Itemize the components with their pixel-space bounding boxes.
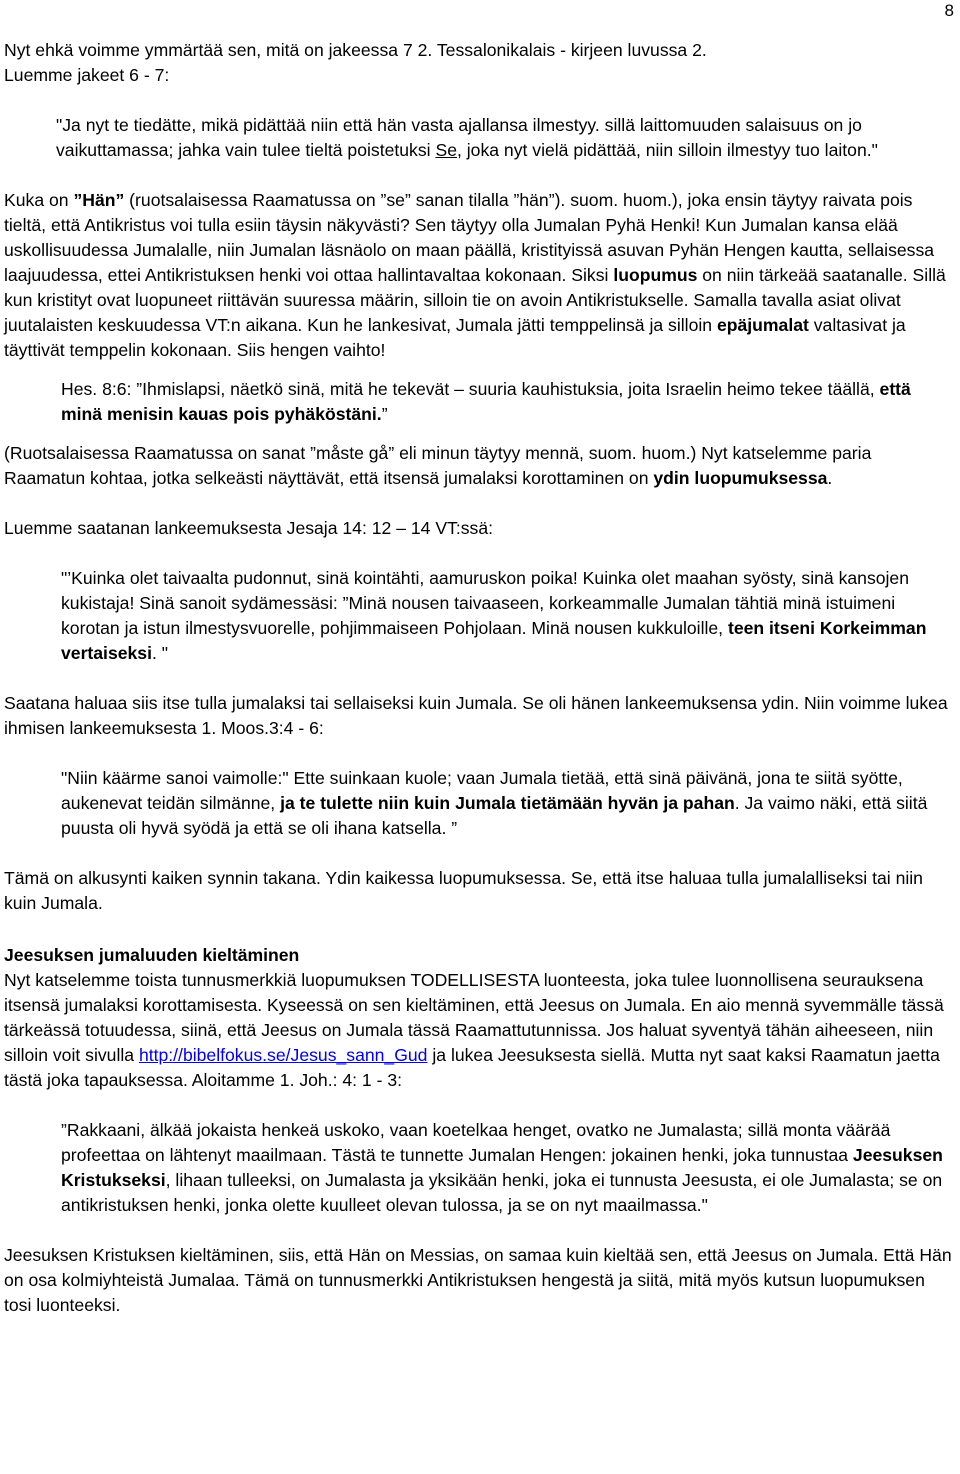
quote-hesekiel: Hes. 8:6: ”Ihmislapsi, näetkö sinä, mitä he tekevät – suuria kauhistuksia, joita Israelin heimo tekee täällä, että minä menisin kauas pois pyhäköstäni.”	[61, 379, 911, 424]
bold-hes-phrase: että minä menisin kauas pois pyhäköstäni.	[61, 379, 911, 424]
paragraph-closing: Jeesuksen Kristuksen kieltäminen, siis, että Hän on Messias, on samaa kuin kieltää sen, että Jeesus on Jumala. Että Hän on osa kolmiyhteistä Jumalaa. Tämä on tunnusmerkki Antikristuksen hengestä ja siitä, mitä myös kutsun luopumuksen tosi luonteeksi.	[4, 1245, 952, 1315]
bold-jeesuksen-kristukseksi: Jeesuksen Kristukseksi	[61, 1145, 943, 1190]
quote-tessalonikalais: "Ja nyt te tiedätte, mikä pidättää niin että hän vasta ajallansa ilmestyy. sillä laittomuuden salaisuus on jo vaikuttamassa; jahka vain tulee tieltä poistetuksi Se, joka nyt vielä pidättää, niin silloin ilmestyy tuo laiton."	[56, 115, 878, 160]
bold-epajumalat: epäjumalat	[716, 315, 809, 335]
paragraph-pyha-henki: Kuka on ”Hän” (ruotsalaisessa Raamatussa on ”se” sanan tilalla ”hän”). suom. huom.), joka ensin täytyy raivata pois tieltä, että Antikristus voi tulla esiin täysin näkyvästi? Sen täytyy olla Jumalan Pyhä Henki! Kun Jumalan kansa elää uskollisuudessa Jumalalle, niin Jumalan läsnäolo on maan päällä, kristityissä asuvan Pyhän Hengen kautta, sellaisessa laajuudessa, ettei Antikristuksen henki voi ottaa hallintavaltaa kokonaan. Siksi luopumus on niin tärkeää saatanalle. Sillä kun kristityt ovat luopuneet riittävän suuressa määrin, silloin tie on avoin Antikristukselle. Samalla tavalla asiat olivat juutalaisten keskuudessa VT:n aikana. Kun he lankesivat, Jumala jätti temppelinsä ja silloin epäjumalat valtasivat ja täyttivät temppelin kokonaan. Siis hengen vaihto!	[4, 190, 946, 360]
quote-moos: "Niin käärme sanoi vaimolle:" Ette suinkaan kuole; vaan Jumala tietää, että sinä päivänä, jona te siitä syötte, aukenevat teidän silmänne, ja te tulette niin kuin Jumala tietämään hyvän ja pahan. Ja vaimo näki, että siitä puusta oli hyvä syödä ja että se oli ihana katsella. ”	[61, 768, 928, 838]
document-body	[4, 38, 956, 1318]
paragraph-intro: Nyt ehkä voimme ymmärtää sen, mitä on jakeessa 7 2. Tessalonikalais - kirjeen luvussa 2. Luemme jakeet 6 - 7:	[4, 40, 707, 85]
bold-jumala-tietamaan: ja te tulette niin kuin Jumala tietämään hyvän ja pahan	[280, 793, 735, 813]
quote-jesaja: "’Kuinka olet taivaalta pudonnut, sinä kointähti, aamuruskon poika! Kuinka olet maahan syösty, sinä kansojen kukistaja! Sinä sanoit sydämessäsi: ”Minä nousen taivaaseen, korkeammalle Jumalan tähtiä minä istuimeni korotan ja istun ilmestysvuorelle, pohjimmaiseen Pohjolaan. Minä nousen kukkuloille, teen itseni Korkeimman vertaiseksi. "	[61, 568, 927, 663]
bold-han: ”Hän”	[73, 190, 125, 210]
paragraph-saatana: Saatana haluaa siis itse tulla jumalaksi tai sellaiseksi kuin Jumala. Se oli hänen lankeemuksensa ydin. Niin voimme lukea ihmisen lankeemuksesta 1. Moos.3:4 - 6:	[4, 693, 948, 738]
underlined-se: Se	[435, 140, 457, 160]
page-number: 8	[944, 1, 954, 20]
paragraph-alkusynti: Tämä on alkusynti kaiken synnin takana. Ydin kaikessa luopumuksessa. Se, että itse haluaa tulla jumalalliseksi tai niin kuin Jumala.	[4, 868, 923, 913]
quote-johannes: ”Rakkaani, älkää jokaista henkeä uskoko, vaan koetelkaa henget, ovatko ne Jumalasta; sillä monta väärää profeettaa on lähtenyt maailmaan. Tästä te tunnette Jumalan Hengen: jokainen henki, joka tunnustaa Jeesuksen Kristukseksi, lihaan tulleeksi, on Jumalasta ja yksikään henki, joka ei tunnusta Jeesusta, ei ole Jumalasta; se on antikristuksen henki, jonka olette kuulleet olevan tulossa, ja se on nyt maailmassa."	[61, 1120, 943, 1215]
bibelfokus-link[interactable]: http://bibelfokus.se/Jesus_sann_Gud	[138, 1045, 428, 1065]
bold-ydin: ydin luopumuksessa	[653, 468, 828, 488]
section-heading: Jeesuksen jumaluuden kieltäminen	[4, 945, 300, 965]
bold-korkeimman: teen itseni Korkeimman vertaiseksi	[61, 618, 927, 663]
paragraph-jumaluus: Nyt katselemme toista tunnusmerkkiä luopumuksen TODELLISESTA luonteesta, joka tulee luonnollisena seurauksena itsensä jumalaksi korottamisesta. Kyseessä on sen kieltäminen, että Jeesus on Jumala. En aio mennä syvemmälle tässä tärkeässä totuudessa, siinä, että Jeesus on Jumala tässä Raamattutunnissa. Jos haluat syventyä tähän aiheeseen, niin silloin voit sivulla http://bibelfokus.se/Jesus_sann_Gud ja lukea Jeesuksesta siellä. Mutta nyt saat kaksi Raamatun jaetta tästä joka tapauksessa. Aloitamme 1. Joh.: 4: 1 - 3:	[4, 970, 944, 1090]
paragraph-ydin-luopumuksessa: (Ruotsalaisessa Raamatussa on sanat ”måste gå” eli minun täytyy mennä, suom. huom.) Nyt katselemme paria Raamatun kohtaa, jotka selkeästi näyttävät, että itsensä jumalaksi korottaminen on ydin luopumuksessa.	[4, 443, 872, 488]
bold-luopumus: luopumus	[613, 265, 698, 285]
paragraph-jesaja-intro: Luemme saatanan lankeemuksesta Jesaja 14: 12 – 14 VT:ssä:	[4, 518, 494, 538]
